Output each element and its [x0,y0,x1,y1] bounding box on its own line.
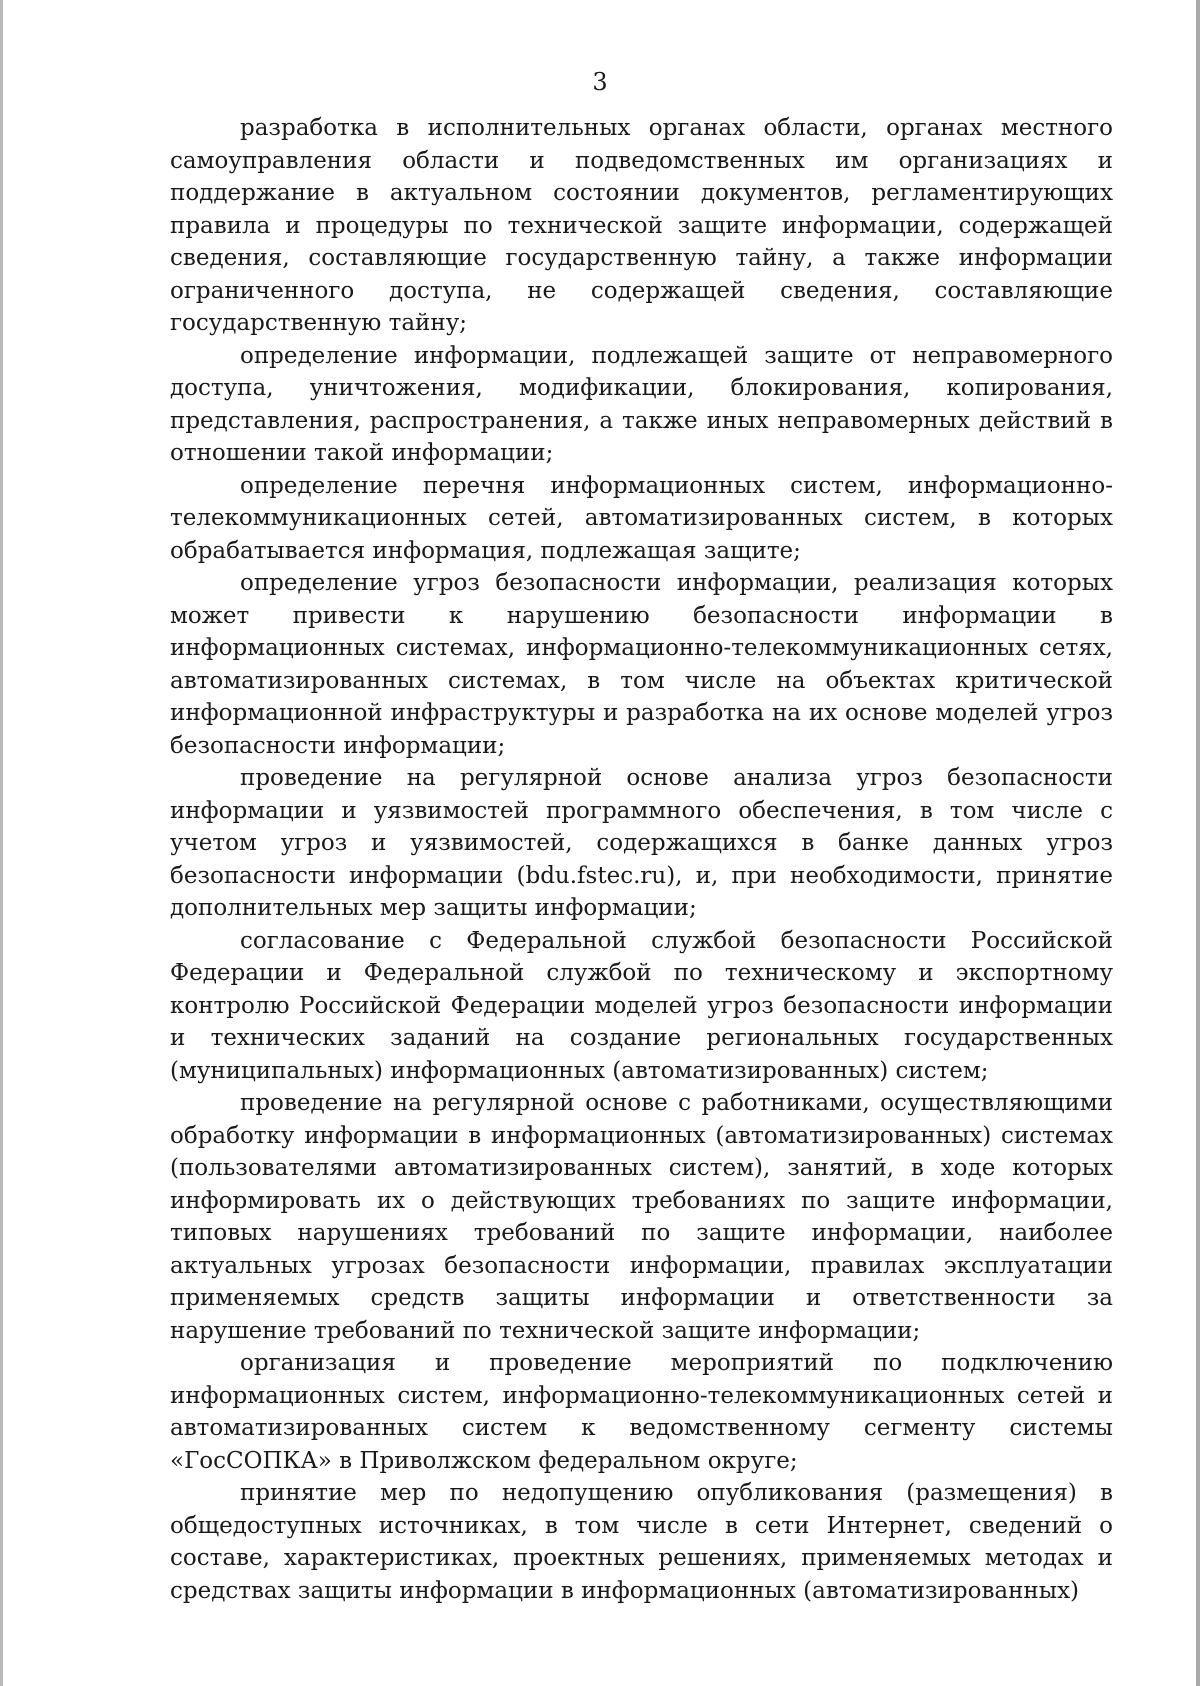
paragraph-2: определение информации, подлежащей защите от неправомерного доступа, уничтожения, модификации, блокирования, копирования, представления, распространения, а также иных неправомерных действий в отношении такой информации; [170,342,1113,466]
document-body [170,112,1113,1607]
paragraph-5: проведение на регулярной основе анализа угроз безопасности информации и уязвимостей программного обеспечения, в том числе с учетом угроз и уязвимостей, содержащихся в банке данных угроз безопасности информации (bdu.fstec.ru), и, при необходимости, принятие дополнительных мер защиты информации; [170,765,1113,921]
page-number: 3 [592,68,608,96]
paragraph-9: принятие мер по недопущению опубликования (размещения) в общедоступных источниках, в том числе в сети Интернет, сведений о составе, характеристиках, проектных решениях, применяемых методах и средствах защиты информации в информационных (автоматизированных) [170,1480,1113,1604]
scan-edge-right [1196,0,1200,1686]
paragraph-6: согласование с Федеральной службой безопасности Российской Федерации и Федеральной службой по техническому и экспортному контролю Российской Федерации моделей угроз безопасности информации и технических заданий на создание региональных государственных (муниципальных) информационных (автоматизированных) систем; [170,927,1113,1084]
paragraph-3: определение перечня информационных систем, информационно-телекоммуникационных сетей, автоматизированных систем, в которых обрабатывается информация, подлежащая защите; [170,472,1113,564]
paragraph-7: проведение на регулярной основе с работниками, осуществляющими обработку информации в информационных (автоматизированных) системах (пользователями автоматизированных систем), занятий, в ходе которых информировать их о действующих требованиях по защите информации, типовых нарушениях требований по защите информации, наиболее актуальных угрозах безопасности информации, правилах эксплуатации применяемых средств защиты информации и ответственности за нарушение требований по технической защите информации; [170,1090,1113,1344]
scan-edge-left [0,0,3,1686]
paragraph-4: определение угроз безопасности информации, реализация которых может привести к нарушению безопасности информации в информационных системах, информационно-телекоммуникационных сетях, автоматизированных системах, в том числе на объектах критической информационной инфраструктуры и разработка на их основе моделей угроз безопасности информации; [170,570,1113,759]
paragraph-8: организация и проведение мероприятий по подключению информационных систем, информационно-телекоммуникационных сетей и автоматизированных систем к ведомственному сегменту системы «ГосСОПКА» в Приволжском федеральном округе; [170,1350,1113,1474]
paragraph-1: разработка в исполнительных органах области, органах местного самоуправления области и подведомственных им организациях и поддержание в актуальном состоянии документов, регламентирующих правила и процедуры по технической защите информации, содержащей сведения, составляющие государственную тайну, а также информации ограниченного доступа, не содержащей сведения, составляющие государственную тайну; [170,115,1113,336]
